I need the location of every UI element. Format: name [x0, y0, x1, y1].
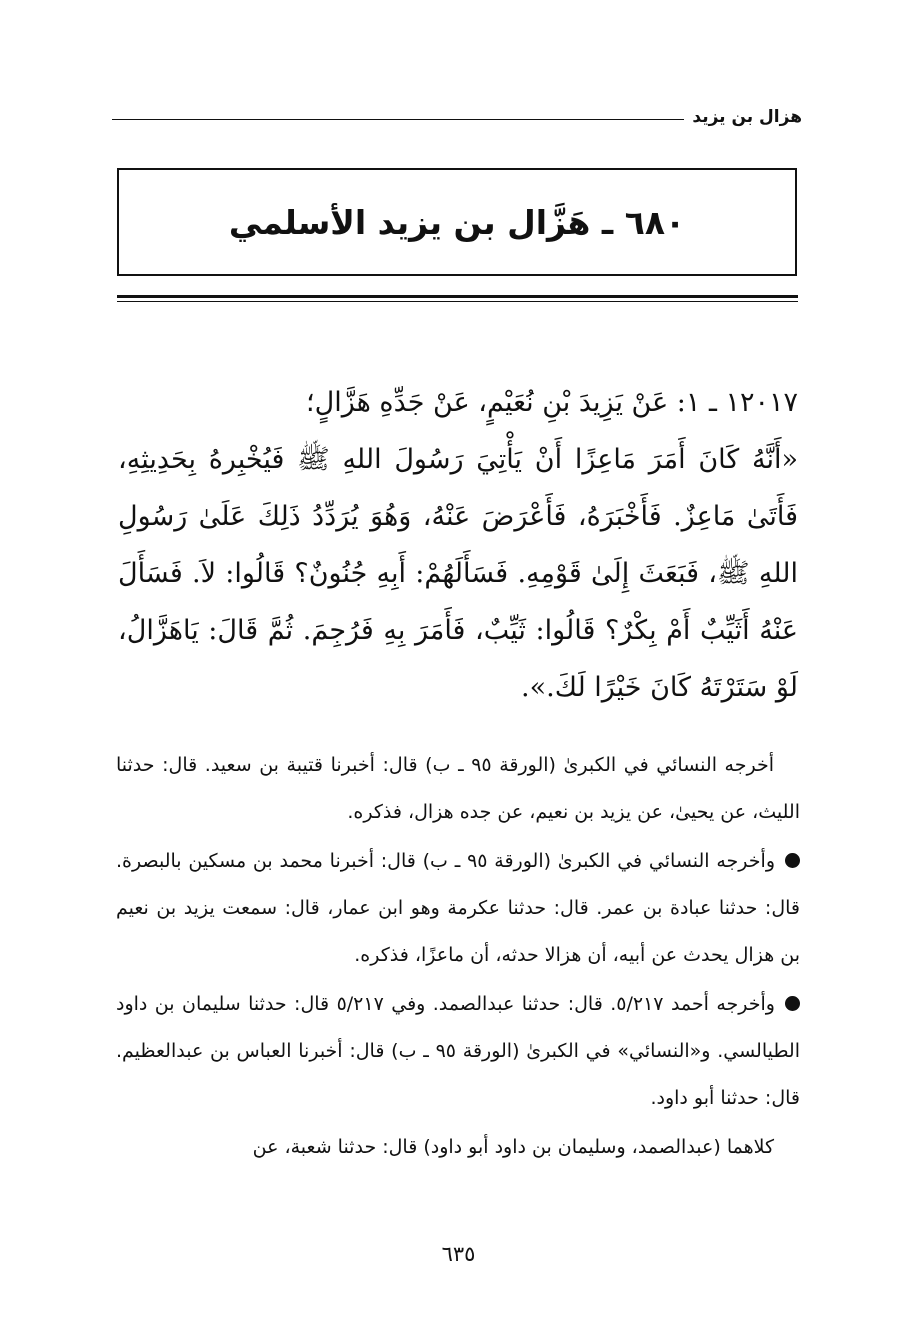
- note-paragraph: [116, 838, 800, 979]
- note-paragraph: [116, 981, 800, 1122]
- section-divider-thick: [117, 295, 798, 298]
- running-header-title: هزال بن يزيد: [684, 102, 802, 132]
- hadith-chain: ١٢٠١٧ ـ ١: عَنْ يَزِيدَ بْنِ نُعَيْمٍ، عَنْ جَدِّهِ هَزَّالٍ؛: [306, 387, 798, 418]
- takhrij-notes: [116, 742, 800, 1173]
- note-text: وأخرجه أحمد ٥/٢١٧. قال: حدثنا عبدالصمد. وفي ٥/٢١٧ قال: حدثنا سليمان بن داود الطيالسي. و«النسائي» في الكبرىٰ (الورقة ٩٥ ـ ب) قال: أخبرنا العباس بن عبدالعظيم. قال: حدثنا أبو داود.: [116, 993, 800, 1109]
- hadith-matn: «أَنَّهُ كَانَ أَمَرَ مَاعِزًا أَنْ يَأْتِيَ رَسُولَ اللهِ ﷺ فَيُخْبِرهُ بِحَدِيثِهِ، فَأَتَىٰ مَاعِزٌ. فَأَخْبَرَهُ، فَأَعْرَضَ عَنْهُ، وَهُوَ يُرَدِّدُ ذَلِكَ عَلَىٰ رَسُولِ اللهِ ﷺ، فَبَعَثَ إِلَىٰ قَوْمِهِ. فَسَأَلَهُمْ: أَبِهِ جُنُونٌ؟ قَالُوا: لاَ. فَسَأَلَ عَنْهُ أَثَيِّبٌ أَمْ بِكْرٌ؟ قَالُوا: ثَيِّبٌ، فَأَمَرَ بِهِ فَرُجِمَ. ثُمَّ قَالَ: يَاهَزَّالُ، لَوْ سَتَرْتَهُ كَانَ خَيْرًا لَكَ.».: [118, 444, 798, 703]
- chapter-heading-box: [117, 168, 797, 276]
- note-text: وأخرجه النسائي في الكبرىٰ (الورقة ٩٥ ـ ب) قال: أخبرنا محمد بن مسكين بالبصرة. قال: حدثنا عبادة بن عمر. قال: حدثنا عكرمة وهو ابن عمار، قال: سمعت يزيد بن نعيم بن هزال يحدث عن أبيه، أن هزالا حدثه، أن ماعزًا، فذكره.: [116, 850, 800, 966]
- hadith-text: [118, 374, 798, 716]
- chapter-title: ٦٨٠ ـ هَزَّال بن يزيد الأسلمي: [228, 202, 686, 242]
- header-rule: [112, 119, 707, 120]
- page-number: ٦٣٥: [441, 1242, 476, 1266]
- note-paragraph: أخرجه النسائي في الكبرىٰ (الورقة ٩٥ ـ ب) قال: أخبرنا قتيبة بن سعيد. قال: حدثنا الليث، عن يحيىٰ، عن يزيد بن نعيم، عن جده هزال، فذكره.: [116, 754, 800, 823]
- bullet-icon: [785, 996, 800, 1011]
- bullet-icon: [785, 853, 800, 868]
- section-divider-thin: [117, 301, 798, 302]
- note-paragraph: كلاهما (عبدالصمد، وسليمان بن داود أبو داود) قال: حدثنا شعبة، عن: [252, 1136, 774, 1158]
- running-header: [112, 102, 802, 132]
